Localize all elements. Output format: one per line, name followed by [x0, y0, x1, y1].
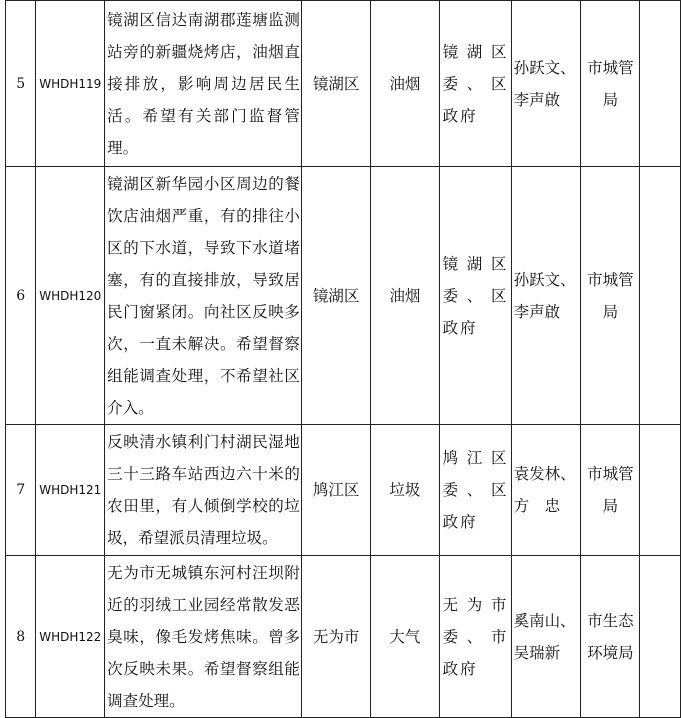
- district: 鸠江区: [301, 425, 370, 556]
- pollution-category: 垃圾: [371, 425, 439, 556]
- responsible-leaders: 孙跃文、李声啟: [511, 167, 581, 425]
- row-number: 7: [6, 425, 36, 556]
- case-code: WHDH120: [36, 167, 105, 425]
- complaint-description: 无为市无城镇东河村汪坝附近的羽绒工业园经常散发恶臭味，像毛发烤焦味。曾多次反映未果。希望督察组能调查处理。: [105, 556, 302, 718]
- responsible-unit: 鸠江区委、区政府: [439, 425, 511, 556]
- row-number: 8: [6, 556, 36, 718]
- table-row: [6, 167, 681, 425]
- responsible-unit: 镜湖区委、区政府: [439, 167, 511, 425]
- pollution-category: 油烟: [371, 1, 439, 167]
- pollution-category: 油烟: [371, 167, 439, 425]
- supervising-department: 市城管局: [581, 425, 640, 556]
- supervising-department: 市城管局: [581, 167, 640, 425]
- responsible-leaders: 孙跃文、李声啟: [511, 1, 581, 167]
- pollution-category: 大气: [371, 556, 439, 718]
- empty-cell: [640, 167, 681, 425]
- responsible-unit: 无为市委、市政府: [439, 556, 511, 718]
- table-row: [6, 556, 681, 718]
- responsible-unit: 镜湖区委、区政府: [439, 1, 511, 167]
- district: 镜湖区: [301, 167, 370, 425]
- responsible-leaders: 袁发林、方 忠: [511, 425, 581, 556]
- complaint-description: 镜湖区新华园小区周边的餐饮店油烟严重，有的排往小区的下水道，导致下水道堵塞，有的直接排放，导致居民门窗紧闭。向社区反映多次，一直未解决。希望督察组能调查处理，不希望社区介入。: [105, 167, 302, 425]
- row-number: 5: [6, 1, 36, 167]
- case-code: WHDH119: [36, 1, 105, 167]
- empty-cell: [640, 556, 681, 718]
- supervising-department: 市城管局: [581, 1, 640, 167]
- empty-cell: [640, 1, 681, 167]
- district: 镜湖区: [301, 1, 370, 167]
- complaint-description: 反映清水镇利门村湖民湿地三十三路车站西边六十米的农田里，有人倾倒学校的垃圾，希望派员清理垃圾。: [105, 425, 302, 556]
- table-row: [6, 425, 681, 556]
- case-code: WHDH122: [36, 556, 105, 718]
- case-code: WHDH121: [36, 425, 105, 556]
- supervising-department: 市生态环境局: [581, 556, 640, 718]
- complaint-table: [5, 0, 681, 718]
- complaint-description: 镜湖区信达南湖郡莲塘监测站旁的新疆烧烤店，油烟直接排放，影响周边居民生活。希望有关部门监督管理。: [105, 1, 302, 167]
- empty-cell: [640, 425, 681, 556]
- responsible-leaders: 奚南山、吴瑞新: [511, 556, 581, 718]
- row-number: 6: [6, 167, 36, 425]
- district: 无为市: [301, 556, 370, 718]
- table-row: [6, 1, 681, 167]
